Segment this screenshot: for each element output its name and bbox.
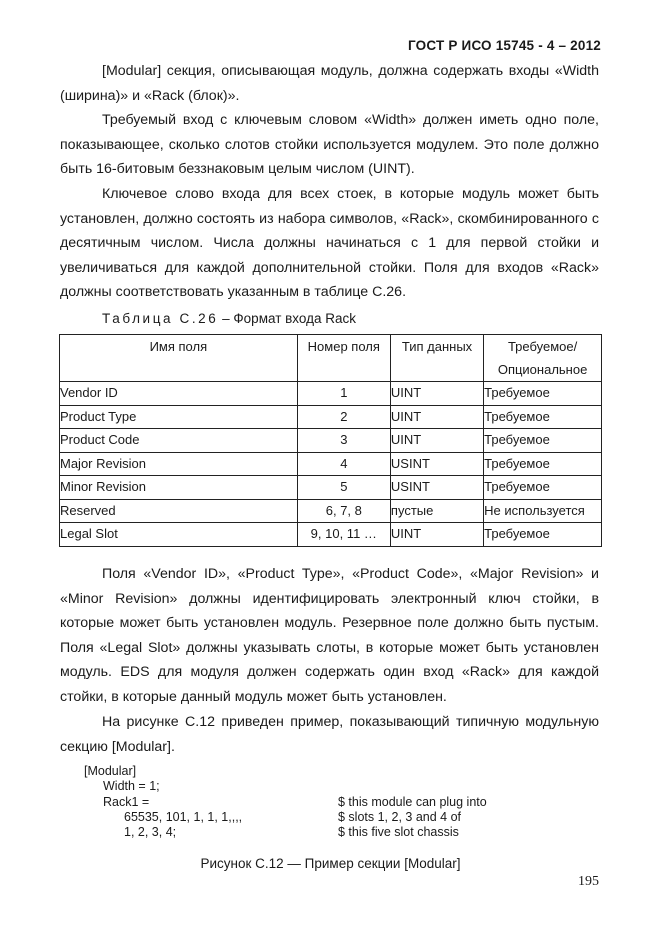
table-row: [60, 429, 602, 453]
code-line-modular: [Modular]: [84, 764, 137, 778]
paragraph-figure-reference: На рисунке С.12 приведен пример, показывающий типичную модульную секцию [Modular].: [60, 714, 599, 755]
header-data-type: Тип данных: [390, 335, 483, 382]
cell-required: Требуемое: [484, 429, 602, 453]
cell-field-number: 6, 7, 8: [297, 499, 390, 523]
rack-format-table: [59, 334, 602, 547]
header-field-name: Имя поля: [60, 335, 298, 382]
cell-data-type: UINT: [390, 523, 483, 547]
cell-data-type: UINT: [390, 405, 483, 429]
cell-required: Требуемое: [484, 382, 602, 406]
cell-required: Требуемое: [484, 452, 602, 476]
cell-data-type: UINT: [390, 382, 483, 406]
code-line-rack1: Rack1 =: [103, 795, 150, 809]
table-row: [60, 382, 602, 406]
code-comment-2: $ slots 1, 2, 3 and 4 of: [338, 810, 461, 824]
cell-field-name: Product Code: [60, 429, 298, 453]
cell-field-name: Minor Revision: [60, 476, 298, 500]
code-comment-3: $ this five slot chassis: [338, 825, 459, 839]
document-header: ГОСТ Р ИСО 15745 - 4 – 2012: [408, 38, 601, 53]
table-header-row: [60, 335, 602, 382]
code-line-width: Width = 1;: [103, 779, 160, 793]
cell-required: Требуемое: [484, 476, 602, 500]
table-row: [60, 405, 602, 429]
code-comment-1: $ this module can plug into: [338, 795, 487, 809]
table-caption-text: – Формат входа Rack: [218, 311, 356, 326]
table-caption: [102, 311, 356, 326]
paragraph-width-entry: Требуемый вход с ключевым словом «Width» должен иметь одно поле, показывающее, сколько слотов стойки используется модулем. Это поле должно быть 16-битовым беззнаковым целым числом (UINT).: [60, 112, 599, 177]
code-line-slots: 1, 2, 3, 4;: [124, 825, 177, 839]
cell-data-type: UINT: [390, 429, 483, 453]
cell-field-number: 2: [297, 405, 390, 429]
table-row: [60, 476, 602, 500]
cell-field-number: 4: [297, 452, 390, 476]
cell-field-name: Vendor ID: [60, 382, 298, 406]
table-row: [60, 523, 602, 547]
cell-field-name: Product Type: [60, 405, 298, 429]
code-line-values: 65535, 101, 1, 1, 1,,,,: [124, 810, 243, 824]
table-row: [60, 499, 602, 523]
cell-required: Требуемое: [484, 523, 602, 547]
table-row: [60, 452, 602, 476]
cell-required: Требуемое: [484, 405, 602, 429]
cell-field-number: 1: [297, 382, 390, 406]
cell-data-type: USINT: [390, 452, 483, 476]
page-number: 195: [578, 874, 599, 889]
cell-field-number: 3: [297, 429, 390, 453]
cell-field-name: Reserved: [60, 499, 298, 523]
cell-required: Не используется: [484, 499, 602, 523]
paragraph-modular-section: [Modular] секция, описывающая модуль, должна содержать входы «Width (ширина)» и «Rack (блок)».: [60, 63, 599, 104]
header-required-optional: Требуемое/ Опциональное: [484, 335, 602, 382]
header-field-number: Номер поля: [297, 335, 390, 382]
cell-data-type: пустые: [390, 499, 483, 523]
figure-caption: Рисунок С.12 — Пример секции [Modular]: [200, 856, 461, 871]
table-caption-label: Таблица С.26: [102, 311, 219, 326]
cell-field-name: Legal Slot: [60, 523, 298, 547]
paragraph-rack-fields: Поля «Vendor ID», «Product Type», «Product Code», «Major Revision» и «Minor Revision» должны идентифицировать электронный ключ стойки, в которые может быть установлен модуль. Резервное поле должно быть пустым. Поля «Legal Slot» должны указывать слоты, в которые может быть установлен модуль. EDS для модуля должен содержать один вход «Rack» для каждой стойки, в которые данный модуль может быть установлен.: [60, 566, 599, 705]
cell-data-type: USINT: [390, 476, 483, 500]
cell-field-number: 5: [297, 476, 390, 500]
cell-field-name: Major Revision: [60, 452, 298, 476]
cell-field-number: 9, 10, 11 …: [297, 523, 390, 547]
paragraph-rack-keyword: Ключевое слово входа для всех стоек, в которые модуль может быть установлен, должно состоять из набора символов, «Rack», скомбинированного с десятичным числом. Числа должны начинаться с 1 для первой стойки и увеличиваться для каждой дополнительной стойки. Поля для входов «Rack» должны соответствовать указанным в таблице С.26.: [60, 186, 599, 300]
